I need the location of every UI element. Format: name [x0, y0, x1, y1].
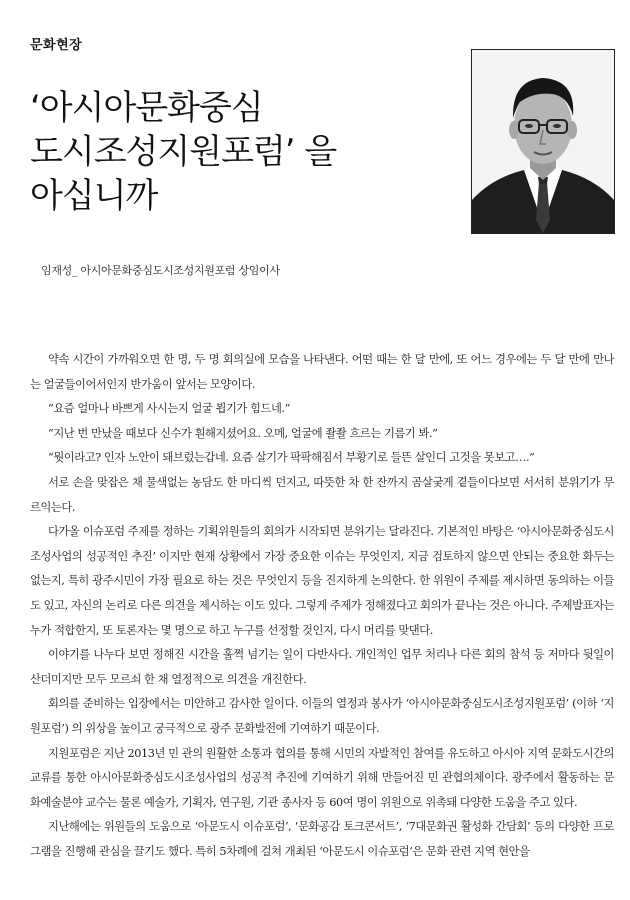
title-line: ‘아시아문화중심 [30, 88, 263, 128]
title-line: 아십니까 [30, 176, 158, 216]
title-line: 도시조성지원포럼’ 을 [30, 132, 337, 172]
paragraph: 지원포럼은 지난 2013년 민 관의 원활한 소통과 협의를 통해 시민의 자발적인 참여를 유도하고 아시아 지역 문화도시간의 교류를 통한 아시아문화중심도시조성사업의 성공적 추진에 기여하기 위해 만들어진 민 관협의체이다. 광주에서 활동하는 문화예술분야 교수는 물론 예술가, 기획자, 연구원, 기관 종사자 등 60여 명이 위원으로 위촉돼 다양한 도움을 주고 있다. [30, 746, 614, 809]
article-body [30, 348, 614, 864]
paragraph: “요즘 얼마나 바쁘게 사시는지 얼굴 뵙기가 힘드네.” [48, 402, 290, 416]
section-label: 문화현장 [30, 38, 83, 53]
paragraph: 지난해에는 위원들의 도움으로 ‘아문도시 이슈포럼’, ‘문화공감 토크콘서트’, ‘7대문화권 활성화 간담회’ 등의 다양한 프로그램을 진행해 관심을 끌기도 했다. 특히 5차례에 걸쳐 개최된 ‘아문도시 이슈포럼’은 문화 관련 지역 현안을 [30, 820, 614, 858]
paragraph: 약속 시간이 가까워오면 한 명, 두 명 회의실에 모습을 나타낸다. 어떤 때는 한 달 만에, 또 어느 경우에는 두 달 만에 만나는 얼굴들이어서인지 반가움이 앞서는 모양이다. [30, 353, 614, 391]
author-byline: 임재성_ 아시아문화중심도시조성지원포럼 상임이사 [41, 264, 280, 277]
paragraph: 서로 손을 맞잡은 채 물색없는 농담도 한 마디씩 던지고, 따뜻한 차 한 잔까지 곰살궂게 곁들이다보면 서서히 분위기가 무르익는다. [30, 475, 614, 514]
paragraph: 회의를 준비하는 입장에서는 미안하고 감사한 일이다. 이들의 열정과 봉사가 ‘아시아문화중심도시조성지원포럼’ (이하 ‘지원포럼’) 의 위상을 높이고 궁극적으로 광주 문화발전에 기여하기 때문이다. [30, 697, 614, 735]
paragraph: 다가올 이슈포럼 주제를 정하는 기획위원들의 회의가 시작되면 분위기는 달라진다. 기본적인 바탕은 ‘아시아문화중심도시 조성사업의 성공적인 추진’ 이지만 현재 상황에서 가장 중요한 이슈는 무엇인지, 지금 검토하지 않으면 안되는 중요한 화두는 없는지, 특히 광주시민이 가장 필요로 하는 것은 무엇인지 등을 진지하게 논의한다. 한 위원이 주제를 제시하면 동의하는 이들도 있고, 자신의 논리로 다른 의견을 제시하는 이도 있다. 그렇게 주제가 정해졌다고 회의가 끝나는 것은 아니다. 주제발표자는 누가 적합한지, 또 토론자는 몇 명으로 하고 누구를 선정할 것인지, 다시 머리를 맞댄다. [30, 525, 614, 637]
paragraph: “지난 번 만났을 때보다 신수가 훤해지셨어요. 오메, 얼굴에 좔좔 흐르는 기름기 봐.” [48, 426, 438, 440]
article-title [30, 86, 450, 218]
paragraph: “뭣이라고? 인자 노안이 돼브렀는갑네. 요즘 살기가 팍팍해짐서 부황기로 들뜬 살인디 고것을 못보고….” [48, 451, 535, 465]
paragraph: 이야기를 나누다 보면 정해진 시간을 훌쩍 넘기는 일이 다반사다. 개인적인 업무 처리나 다른 회의 참석 등 저마다 뒷일이 산더미지만 모두 모르쇠 한 채 열정적으로 의견을 개진한다. [30, 648, 614, 686]
author-portrait [471, 49, 615, 234]
